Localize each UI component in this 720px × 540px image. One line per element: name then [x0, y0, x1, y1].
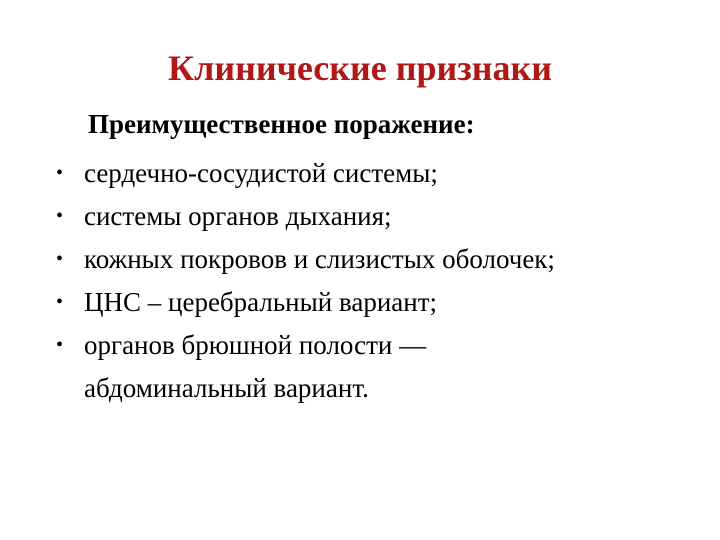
- list-item-text: кожных покровов и слизистых оболочек;: [84, 244, 555, 274]
- list-item-text: сердечно-сосудистой системы;: [84, 158, 438, 188]
- list-item-text-continuation: абдоминальный вариант.: [84, 373, 369, 403]
- bullet-icon: •: [56, 248, 64, 270]
- list-item: [48, 238, 698, 281]
- list-item-text: органов брюшной полости —: [84, 330, 427, 360]
- bullet-icon: •: [56, 205, 64, 227]
- bullet-icon: •: [56, 334, 64, 356]
- list-item: [48, 152, 698, 195]
- slide-title: Клинические признаки: [168, 48, 552, 88]
- list-item-text: ЦНС – церебральный вариант;: [84, 287, 438, 317]
- bullet-list: [48, 152, 698, 410]
- list-item: [48, 195, 698, 238]
- bullet-icon: •: [56, 291, 64, 313]
- list-item: [48, 281, 698, 324]
- list-item: [48, 324, 698, 410]
- slide-subtitle: Преимущественное поражение:: [88, 109, 475, 139]
- list-item-text: системы органов дыхания;: [84, 201, 392, 231]
- bullet-icon: •: [56, 162, 64, 184]
